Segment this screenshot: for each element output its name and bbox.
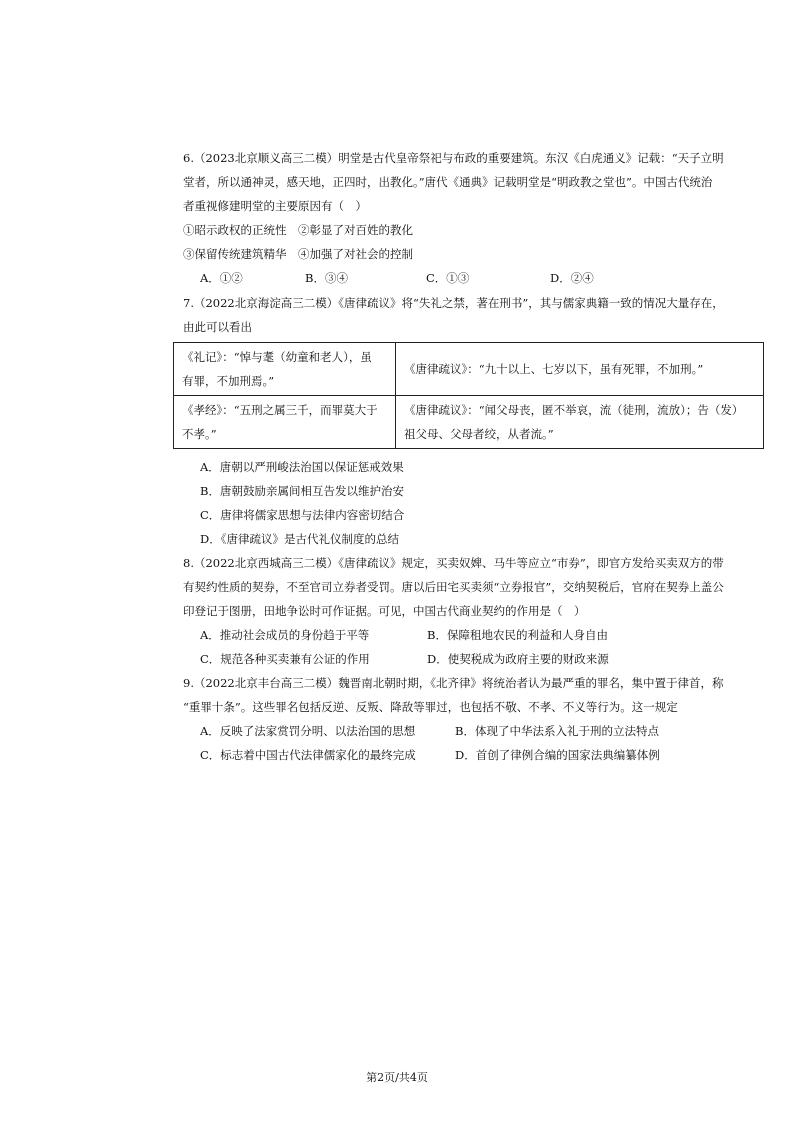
page-number: 第2页/共4页 — [366, 1071, 428, 1084]
question-9-option-c[interactable]: C．标志着中国古代法律儒家化的最终完成 — [200, 748, 416, 762]
question-9-option-b[interactable]: B．体现了中华法系入礼于刑的立法特点 — [455, 724, 659, 738]
question-8-option-d[interactable]: D．使契税成为政府主要的财政来源 — [427, 652, 609, 666]
table-row — [174, 343, 764, 396]
question-6-item-line: ③保留传统建筑精华 ④加强了对社会的控制 — [183, 247, 413, 261]
question-7-material-table — [173, 342, 764, 449]
table-cell-line: 《唐律疏议》：“闻父母丧，匿不举哀，流（徒刑，流放）；告（发） — [404, 403, 744, 417]
table-cell-line: 《唐律疏议》：“九十以上、七岁以下，虽有死罪，不加刑。” — [404, 362, 704, 376]
table-cell-xiaojing — [174, 396, 396, 449]
question-7-stem-line: 7.（2022北京海淀高三二模）《唐律疏议》将“失礼之禁，著在刑书”，其与儒家典籍一致的情况大量存在， — [183, 296, 724, 310]
question-7-stem-line: 由此可以看出 — [183, 320, 252, 334]
question-8-option-c[interactable]: C．规范各种买卖兼有公证的作用 — [200, 652, 370, 666]
question-8-option-b[interactable]: B．保障租地农民的利益和人身自由 — [427, 628, 608, 642]
table-cell-line: 有罪，不加刑焉。” — [182, 374, 275, 388]
question-6-stem-line: 6.（2023北京顺义高三二模）明堂是古代皇帝祭祀与布政的重要建筑。东汉《白虎通义》记载：“天子立明 — [183, 151, 724, 165]
table-cell-line: 《孝经》：“五刑之属三千，而罪莫大于 — [182, 403, 378, 417]
question-7 — [183, 291, 768, 339]
question-8-options — [200, 623, 770, 671]
question-7-options — [200, 455, 770, 551]
question-6-option-d[interactable]: D．②④ — [550, 271, 594, 285]
table-cell-line: 祖父母、父母者绞，从者流。” — [404, 427, 554, 441]
question-6-options — [200, 266, 770, 290]
table-cell-tanglv — [396, 396, 764, 449]
question-9-stem-line: 9.（2022北京丰台高三二模）魏晋南北朝时期，《北齐律》将统治者认为最严重的罪名，集中置于律首，称 — [183, 676, 724, 690]
question-8-stem-line: 有契约性质的契券，不至官司立券者受罚。唐以后田宅买卖须“立券报官”，交纳契税后，官府在契券上盖公 — [183, 580, 724, 594]
table-cell-line: 《礼记》：“悼与耄（幼童和老人），虽 — [182, 350, 372, 364]
question-7-option-d[interactable]: D．《唐律疏议》是古代礼仪制度的总结 — [200, 532, 399, 546]
question-9-option-a[interactable]: A．反映了法家赏罚分明、以法治国的思想 — [200, 724, 416, 738]
question-6-option-b[interactable]: B．③④ — [305, 271, 348, 285]
question-7-option-b[interactable]: B．唐朝鼓励亲属间相互告发以维护治安 — [200, 484, 404, 498]
question-7-option-a[interactable]: A．唐朝以严刑峻法治国以保证惩戒效果 — [200, 460, 404, 474]
question-9-options — [200, 719, 770, 767]
question-6-option-a[interactable]: A．①② — [200, 271, 243, 285]
question-9-option-d[interactable]: D．首创了律例合编的国家法典编纂体例 — [455, 748, 660, 762]
question-7-option-c[interactable]: C．唐律将儒家思想与法律内容密切结合 — [200, 508, 405, 522]
question-8 — [183, 551, 768, 623]
question-6-option-c[interactable]: C．①③ — [426, 271, 470, 285]
question-9-stem-line: “重罪十条”。这些罪名包括反逆、反叛、降敌等罪过，也包括不敬、不孝、不义等行为。这一规定 — [183, 700, 678, 714]
question-6 — [183, 146, 768, 266]
table-cell-liji — [174, 343, 396, 396]
question-8-option-a[interactable]: A．推动社会成员的身份趋于平等 — [200, 628, 370, 642]
question-6-item-line: ①昭示政权的正统性 ②彰显了对百姓的教化 — [183, 223, 413, 237]
question-8-stem-line: 印登记于图册，田地争讼时可作证据。可见，中国古代商业契约的作用是（ ） — [183, 604, 586, 618]
table-cell-line: 不孝。” — [182, 427, 217, 441]
table-cell-tanglv — [396, 343, 764, 396]
question-9 — [183, 671, 768, 719]
question-6-stem-line: 者重视修建明堂的主要原因有（ ） — [183, 199, 367, 213]
question-8-stem-line: 8.（2022北京西城高三二模）《唐律疏议》规定，买卖奴婢、马牛等应立“市券”，即官方发给买卖双方的带 — [183, 556, 724, 570]
question-6-stem-line: 堂者，所以通神灵，感天地，正四时，出教化。”唐代《通典》记载明堂是“明政教之堂也”。中国古代统治 — [183, 175, 713, 189]
table-row — [174, 396, 764, 449]
